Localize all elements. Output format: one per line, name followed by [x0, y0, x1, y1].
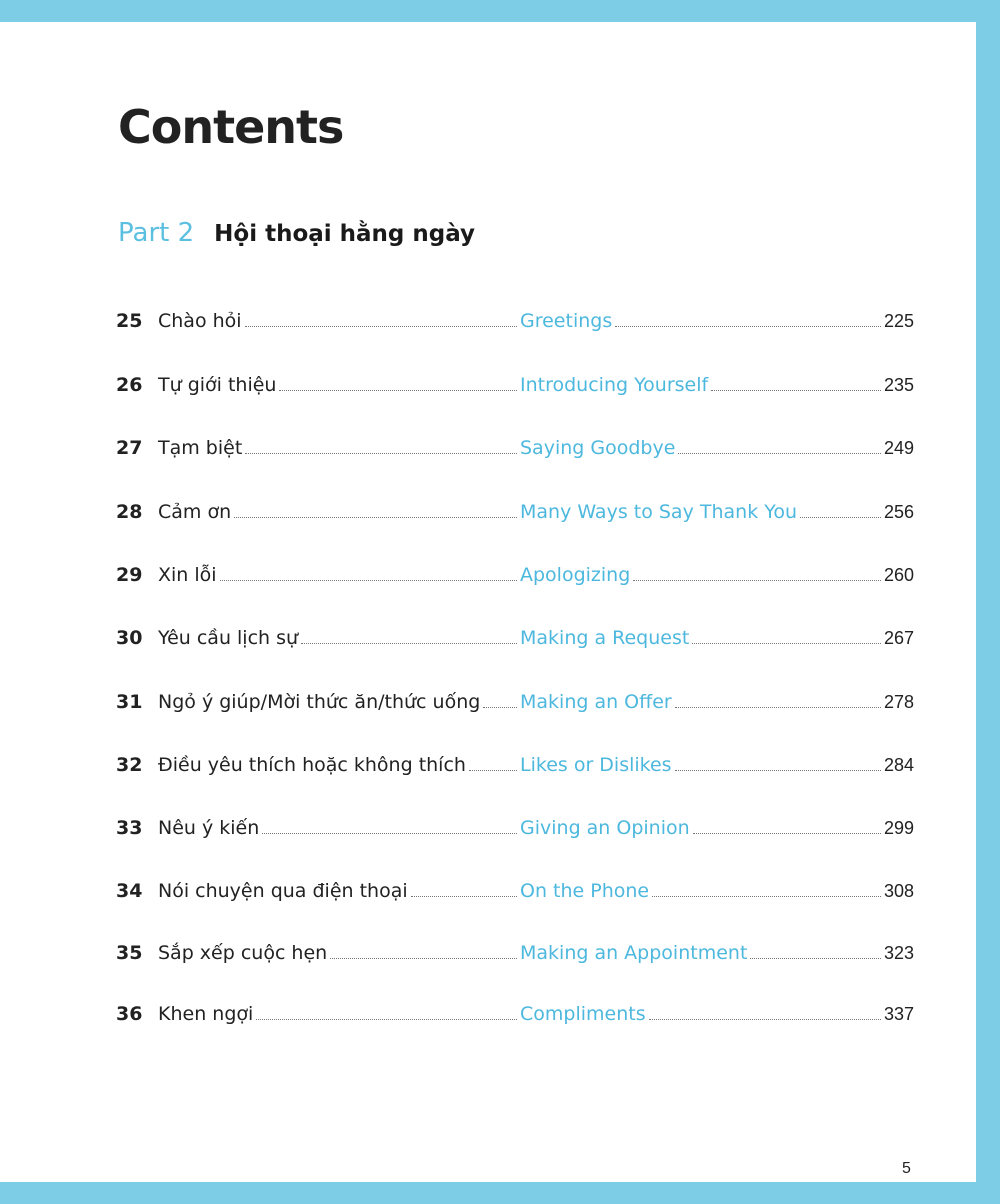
chapter-number: 28 — [116, 501, 143, 523]
chapter-number: 25 — [116, 310, 143, 332]
toc-entry-29[interactable] — [116, 564, 914, 594]
english-title: Greetings — [520, 310, 613, 332]
vietnamese-title: Tạm biệt — [158, 437, 243, 459]
vietnamese-title: Điều yêu thích hoặc không thích — [158, 754, 466, 776]
english-title: Likes or Dislikes — [520, 754, 672, 776]
page-number: 235 — [883, 375, 914, 395]
page-number: 284 — [883, 755, 914, 775]
vietnamese-title: Xin lỗi — [158, 564, 217, 586]
dot-leader — [800, 516, 881, 518]
english-title: Introducing Yourself — [520, 374, 709, 396]
part-heading — [118, 218, 475, 248]
toc-entry-27[interactable] — [116, 437, 914, 467]
dot-leader — [649, 1018, 881, 1020]
toc-entry-28[interactable] — [116, 501, 914, 531]
vietnamese-title: Ngỏ ý giúp/Mời thức ăn/thức uống — [158, 691, 481, 713]
chapter-number: 29 — [116, 564, 143, 586]
toc-entry-34[interactable] — [116, 880, 914, 910]
dot-leader — [262, 832, 517, 834]
vietnamese-title: Tự giới thiệu — [158, 374, 277, 396]
page-number: 323 — [883, 943, 914, 963]
english-title: Saying Goodbye — [520, 437, 676, 459]
page-number: 337 — [883, 1004, 914, 1024]
page-number: 225 — [883, 311, 914, 331]
dot-leader — [693, 832, 881, 834]
chapter-number: 35 — [116, 942, 143, 964]
page-number: 249 — [883, 438, 914, 458]
dot-leader — [750, 957, 881, 959]
page-number: 256 — [883, 502, 914, 522]
toc-entry-33[interactable] — [116, 817, 914, 847]
vietnamese-title: Sắp xếp cuộc hẹn — [158, 942, 328, 964]
vietnamese-title: Yêu cầu lịch sự — [158, 627, 299, 649]
chapter-number: 30 — [116, 627, 143, 649]
dot-leader — [615, 325, 881, 327]
dot-leader — [675, 706, 881, 708]
dot-leader — [245, 325, 517, 327]
dot-leader — [692, 642, 881, 644]
part-title: Hội thoại hằng ngày — [214, 221, 476, 247]
dot-leader — [483, 706, 517, 708]
dot-leader — [675, 769, 881, 771]
vietnamese-title: Khen ngợi — [158, 1003, 254, 1025]
dot-leader — [678, 452, 881, 454]
toc-entry-31[interactable] — [116, 691, 914, 721]
toc-entry-32[interactable] — [116, 754, 914, 784]
page-title: Contents — [118, 100, 344, 154]
chapter-number: 36 — [116, 1003, 143, 1025]
english-title: Many Ways to Say Thank You — [520, 501, 797, 523]
dot-leader — [220, 579, 517, 581]
english-title: On the Phone — [520, 880, 650, 902]
toc-entry-35[interactable] — [116, 942, 914, 972]
vietnamese-title: Nêu ý kiến — [158, 817, 260, 839]
dot-leader — [245, 452, 517, 454]
chapter-number: 31 — [116, 691, 143, 713]
toc-entry-25[interactable] — [116, 310, 914, 340]
page-number: 278 — [883, 692, 914, 712]
page-number: 267 — [883, 628, 914, 648]
page-number: 260 — [883, 565, 914, 585]
dot-leader — [652, 895, 881, 897]
dot-leader — [711, 389, 881, 391]
dot-leader — [330, 957, 517, 959]
vietnamese-title: Cảm ơn — [158, 501, 232, 523]
vietnamese-title: Chào hỏi — [158, 310, 242, 332]
chapter-number: 33 — [116, 817, 143, 839]
toc-entry-30[interactable] — [116, 627, 914, 657]
chapter-number: 27 — [116, 437, 143, 459]
english-title: Making an Appointment — [520, 942, 748, 964]
english-title: Making a Request — [520, 627, 690, 649]
toc-entry-36[interactable] — [116, 1003, 914, 1033]
dot-leader — [469, 769, 517, 771]
dot-leader — [301, 642, 517, 644]
dot-leader — [411, 895, 517, 897]
dot-leader — [279, 389, 517, 391]
english-title: Apologizing — [520, 564, 631, 586]
chapter-number: 32 — [116, 754, 143, 776]
dot-leader — [633, 579, 881, 581]
dot-leader — [234, 516, 517, 518]
page-number: 308 — [883, 881, 914, 901]
page-number: 299 — [883, 818, 914, 838]
toc-entry-26[interactable] — [116, 374, 914, 404]
english-title: Compliments — [520, 1003, 646, 1025]
book-page — [0, 22, 976, 1182]
english-title: Giving an Opinion — [520, 817, 690, 839]
footer-page-number: 5 — [902, 1160, 911, 1177]
chapter-number: 26 — [116, 374, 143, 396]
english-title: Making an Offer — [520, 691, 672, 713]
dot-leader — [256, 1018, 517, 1020]
part-label: Part 2 — [118, 218, 195, 248]
chapter-number: 34 — [116, 880, 143, 902]
vietnamese-title: Nói chuyện qua điện thoại — [158, 880, 408, 902]
